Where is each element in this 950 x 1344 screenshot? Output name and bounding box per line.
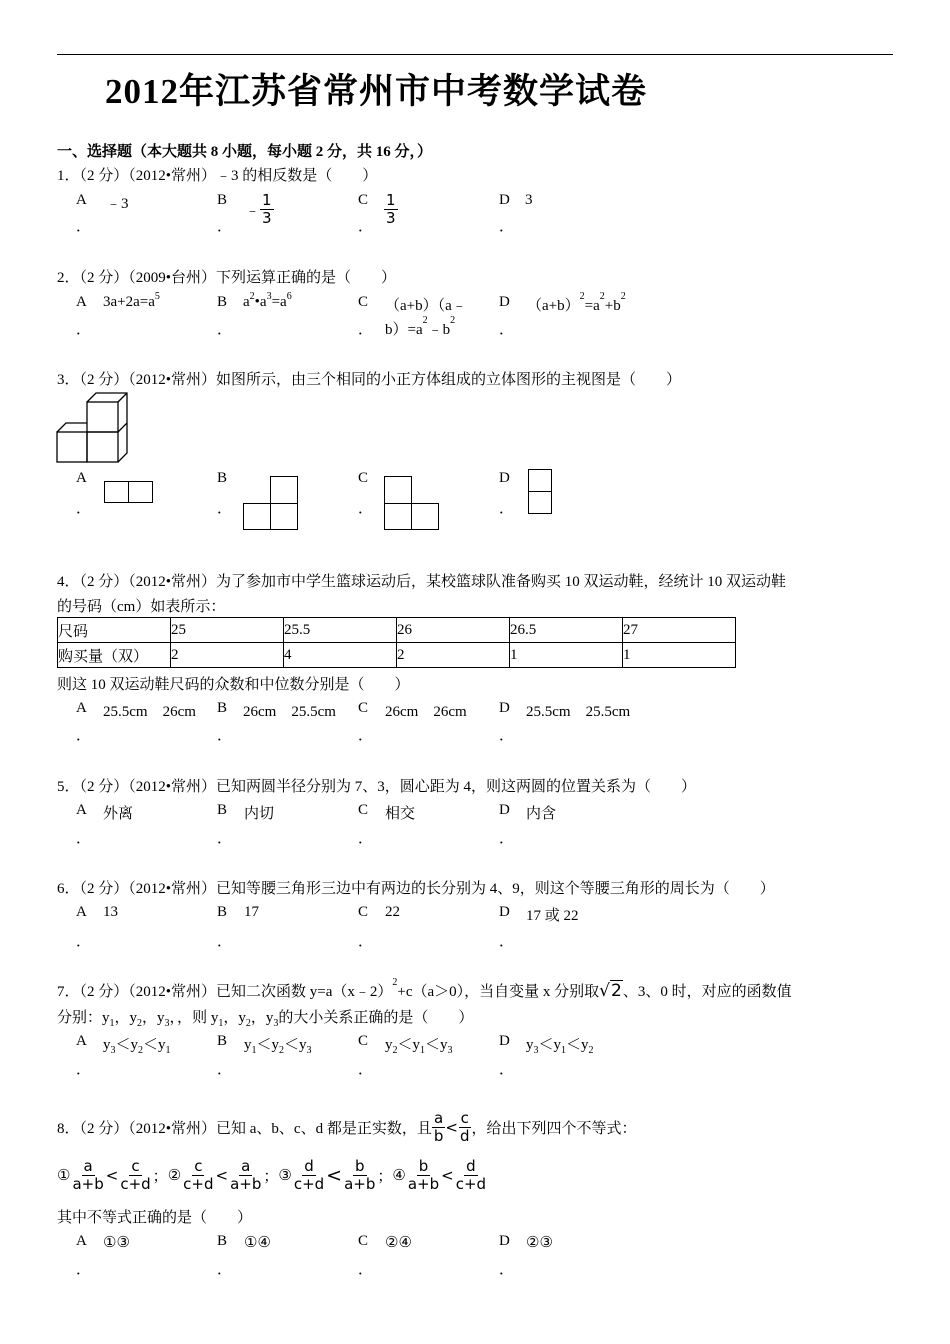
- q7-option-a-label[interactable]: A: [76, 1033, 87, 1049]
- table-cell: 25.5: [284, 618, 397, 643]
- q4-option-c-label[interactable]: C: [358, 700, 369, 716]
- q5-option-c-label[interactable]: C: [358, 802, 369, 818]
- q3-b-square-top: [270, 476, 298, 504]
- q3-option-c-dot: ．: [358, 501, 374, 517]
- q6-option-a-text: 13: [103, 904, 118, 920]
- q8-option-b-dot: ．: [217, 1262, 233, 1278]
- q3-stem: 3．（2 分）（2012•常州）如图所示，由三个相同的小正方体组成的立体图形的主视图是（ ）: [57, 372, 682, 388]
- q6-option-d-text: 17 或 22: [526, 908, 579, 924]
- q3-option-a-label[interactable]: A: [76, 470, 87, 486]
- table-cell: 26: [397, 618, 510, 643]
- q2-option-d-dot: ．: [499, 322, 515, 338]
- frac: $\frac{c}{c+d}$: [183, 1157, 214, 1193]
- q8-frac-c-d: $\frac{c}{d}$: [459, 1109, 470, 1145]
- q3-option-b-dot: ．: [217, 501, 233, 517]
- q4-size-table: [57, 617, 736, 668]
- q4-option-c-dot: ．: [358, 728, 374, 744]
- q7-stem-line1: 7．（2 分）（2012•常州）已知二次函数 y=a（x﹣2）$^2$+c（a＞0），当自变量 x 分别取√2、3、0 时，对应的函数值: [57, 977, 792, 1001]
- section-heading: 一、选择题（本大题共 8 小题，每小题 2 分，共 16 分，）: [57, 144, 433, 160]
- q1-option-d-text: 3: [525, 192, 533, 208]
- q2-option-c-dot: ．: [358, 322, 374, 338]
- q3-d-square-top: [528, 469, 552, 492]
- q7-option-d-label[interactable]: D: [499, 1033, 510, 1049]
- sqrt-symbol: √: [599, 981, 610, 1001]
- q7-option-a-text: $y_3<y_2<y_1$: [103, 1037, 171, 1056]
- q2-option-a-dot: ．: [76, 322, 92, 338]
- q2-option-a-text: $3a+2a=a^5$: [103, 291, 160, 310]
- q4-stem-line1: 4．（2 分）（2012•常州）为了参加市中学生篮球运动后，某校篮球队准备购买 10 双运动鞋，经统计 10 双运动鞋: [57, 574, 787, 590]
- q1-option-c-label[interactable]: C: [358, 192, 369, 208]
- q8-question: 其中不等式正确的是（ ）: [57, 1210, 253, 1226]
- table-cell: 尺码: [58, 618, 171, 643]
- table-cell: 购买量（双）: [58, 643, 171, 668]
- q1-option-b-math: [245, 192, 274, 227]
- q1-stem: 1．（2 分）（2012•常州）﹣3 的相反数是（ ）: [57, 168, 378, 184]
- table-cell: 1: [623, 643, 736, 668]
- q5-option-a-dot: ．: [76, 831, 92, 847]
- q2-option-c-line1: （a+b）（a﹣: [385, 298, 467, 314]
- frac: $\frac{b}{a+b}$: [344, 1157, 376, 1193]
- q6-option-b-dot: ．: [217, 934, 233, 950]
- q1-option-d-dot: ．: [499, 219, 515, 235]
- q5-option-b-label[interactable]: B: [217, 802, 228, 818]
- q1-option-d-label[interactable]: D: [499, 192, 510, 208]
- q3-a-square-1: [104, 481, 129, 503]
- q4-stem-line2: 的号码（cm）如表所示：: [57, 599, 226, 615]
- q7-option-d-text: $y_3<y_1<y_2$: [526, 1037, 594, 1056]
- table-cell: 25: [171, 618, 284, 643]
- q5-option-b-text: 内切: [244, 806, 275, 822]
- q4-option-d-label[interactable]: D: [499, 700, 510, 716]
- q4-option-c-text: 26cm 26cm: [385, 704, 467, 720]
- q7-option-c-text: $y_2<y_1<y_3$: [385, 1037, 453, 1056]
- q3-c-square-bl: [384, 503, 412, 530]
- q6-option-c-label[interactable]: C: [358, 904, 369, 920]
- q3-d-square-bottom: [528, 491, 552, 514]
- q8-option-a-text: ①③: [103, 1235, 130, 1251]
- page-title: 2012年江苏省常州市中考数学试卷: [105, 72, 648, 111]
- q2-option-d-text: $(a+b)^2=a^2+b^2$: [527, 291, 626, 314]
- q6-option-a-dot: ．: [76, 934, 92, 950]
- q5-option-a-text: 外离: [103, 806, 134, 822]
- q6-option-b-label[interactable]: B: [217, 904, 228, 920]
- frac: $\frac{d}{c+d}$: [455, 1157, 487, 1193]
- q8-option-a-label[interactable]: A: [76, 1233, 87, 1249]
- q3-b-square-bl: [243, 503, 271, 530]
- frac: $\frac{c}{c+d}$: [120, 1157, 151, 1193]
- q4-option-b-text: 26cm 25.5cm: [243, 704, 336, 720]
- q3-option-a-dot: ．: [76, 501, 92, 517]
- q4-option-a-text: 25.5cm 26cm: [103, 704, 196, 720]
- q5-option-c-text: 相交: [385, 806, 416, 822]
- q6-option-d-label[interactable]: D: [499, 904, 510, 920]
- q8-option-b-text: ①④: [244, 1235, 271, 1251]
- q8-option-d-text: ②③: [526, 1235, 553, 1251]
- table-cell: 2: [397, 643, 510, 668]
- q1-option-a-label[interactable]: A: [76, 192, 87, 208]
- q5-option-d-text: 内含: [526, 806, 557, 822]
- q1-c-fraction: $\frac{1}{3}$: [386, 191, 396, 227]
- q2-option-c-line2: $b)=a^2﹣b^2$: [385, 315, 456, 338]
- q3-a-square-2: [128, 481, 153, 503]
- q5-option-c-dot: ．: [358, 831, 374, 847]
- q7-option-b-text: $y_1<y_2<y_3$: [244, 1037, 312, 1056]
- q4-question: 则这 10 双运动鞋尺码的众数和中位数分别是（ ）: [57, 677, 410, 693]
- q5-option-d-dot: ．: [499, 831, 515, 847]
- q3-option-b-label[interactable]: B: [217, 470, 228, 486]
- q1-option-c-math: [384, 192, 398, 227]
- table-cell: 27: [623, 618, 736, 643]
- q8-option-c-label[interactable]: C: [358, 1233, 369, 1249]
- frac: $\frac{a}{a+b}$: [72, 1157, 104, 1193]
- q8-option-a-dot: ．: [76, 1262, 92, 1278]
- q3-cube-figure: [56, 391, 128, 465]
- q6-option-a-label[interactable]: A: [76, 904, 87, 920]
- q7-option-b-dot: ．: [217, 1062, 233, 1078]
- q3-c-square-br: [411, 503, 439, 530]
- table-cell: 26.5: [510, 618, 623, 643]
- q1-b-fraction: $\frac{1}{3}$: [262, 191, 272, 227]
- q2-option-d-label[interactable]: D: [499, 294, 510, 310]
- q5-option-d-label[interactable]: D: [499, 802, 510, 818]
- frac: $\frac{d}{c+d}$: [293, 1157, 325, 1193]
- q3-option-c-label[interactable]: C: [358, 470, 369, 486]
- q3-option-d-label[interactable]: D: [499, 470, 510, 486]
- q3-b-square-br: [270, 503, 298, 530]
- q8-option-b-label[interactable]: B: [217, 1233, 228, 1249]
- q8-inequalities: ① $\frac{a}{a+b}$ < $\frac{c}{c+d}$ ；② $\frac{c}{c+d}$ < $\frac{a}{a+b}$ ；③ $\frac{d}{c+d}$ < $\frac{b}{a+b}$ ；④ $\frac{b}{a+b}$ < $\frac{d}{c+d}$: [57, 1157, 487, 1193]
- q8-stem: 8．（2 分）（2012•常州）已知 a、b、c、d 都是正实数，且 $\frac{a}{b}$ < $\frac{c}{d}$ ，给出下列四个不等式：: [57, 1109, 637, 1145]
- frac: $\frac{a}{a+b}$: [230, 1157, 262, 1193]
- q2-option-b-label[interactable]: B: [217, 294, 228, 310]
- q7-option-c-dot: ．: [358, 1062, 374, 1078]
- q3-c-square-top: [384, 476, 412, 504]
- table-cell: 2: [171, 643, 284, 668]
- q1-option-b-dot: ．: [217, 219, 233, 235]
- q4-option-d-text: 25.5cm 25.5cm: [526, 704, 631, 720]
- q8-option-d-dot: ．: [499, 1262, 515, 1278]
- q5-option-b-dot: ．: [217, 831, 233, 847]
- q2-option-c-label[interactable]: C: [358, 294, 369, 310]
- q2-stem: 2．（2 分）（2009•台州）下列运算正确的是（ ）: [57, 270, 397, 286]
- q3-option-d-dot: ．: [499, 501, 515, 517]
- q1-b-sign: ﹣: [245, 201, 261, 219]
- q6-option-b-text: 17: [244, 904, 259, 920]
- table-row: [58, 618, 736, 643]
- q5-stem: 5．（2 分）（2012•常州）已知两圆半径分别为 7、3，圆心距为 4，则这两圆的位置关系为（ ）: [57, 779, 697, 795]
- q4-option-d-dot: ．: [499, 728, 515, 744]
- q4-option-b-dot: ．: [217, 728, 233, 744]
- q6-stem: 6．（2 分）（2012•常州）已知等腰三角形三边中有两边的长分别为 4、9，则这个等腰三角形的周长为（ ）: [57, 881, 775, 897]
- q2-option-b-dot: ．: [217, 322, 233, 338]
- q1-option-a-dot: ．: [76, 219, 92, 235]
- q7-option-a-dot: ．: [76, 1062, 92, 1078]
- q7-option-d-dot: ．: [499, 1062, 515, 1078]
- q1-option-c-dot: ．: [358, 219, 374, 235]
- table-cell: 1: [510, 643, 623, 668]
- q8-frac-a-b: $\frac{a}{b}$: [433, 1109, 444, 1145]
- q4-option-a-label[interactable]: A: [76, 700, 87, 716]
- q8-option-c-text: ②④: [385, 1235, 412, 1251]
- q7-option-c-label[interactable]: C: [358, 1033, 369, 1049]
- q8-option-c-dot: ．: [358, 1262, 374, 1278]
- q7-stem-line2: 分别：$y_1$，$y_2$，$y_3$，，则 $y_1$，$y_2$，$y_3$的大小关系正确的是（ ）: [57, 1010, 474, 1029]
- top-rule: [57, 54, 893, 55]
- q6-option-c-text: 22: [385, 904, 400, 920]
- frac: $\frac{b}{a+b}$: [407, 1157, 440, 1193]
- q7-option-b-label[interactable]: B: [217, 1033, 228, 1049]
- q6-option-c-dot: ．: [358, 934, 374, 950]
- table-cell: 4: [284, 643, 397, 668]
- table-row: [58, 643, 736, 668]
- sqrt-value: 2: [611, 981, 622, 1001]
- q4-option-b-label[interactable]: B: [217, 700, 228, 716]
- q1-option-b-label[interactable]: B: [217, 192, 228, 208]
- q6-option-d-dot: ．: [499, 934, 515, 950]
- q2-option-b-text: $a^2•a^3=a^6$: [243, 291, 292, 310]
- q4-option-a-dot: ．: [76, 728, 92, 744]
- q2-option-a-label[interactable]: A: [76, 294, 87, 310]
- q1-option-a-text: ﹣3: [106, 196, 129, 212]
- q5-option-a-label[interactable]: A: [76, 802, 87, 818]
- q8-option-d-label[interactable]: D: [499, 1233, 510, 1249]
